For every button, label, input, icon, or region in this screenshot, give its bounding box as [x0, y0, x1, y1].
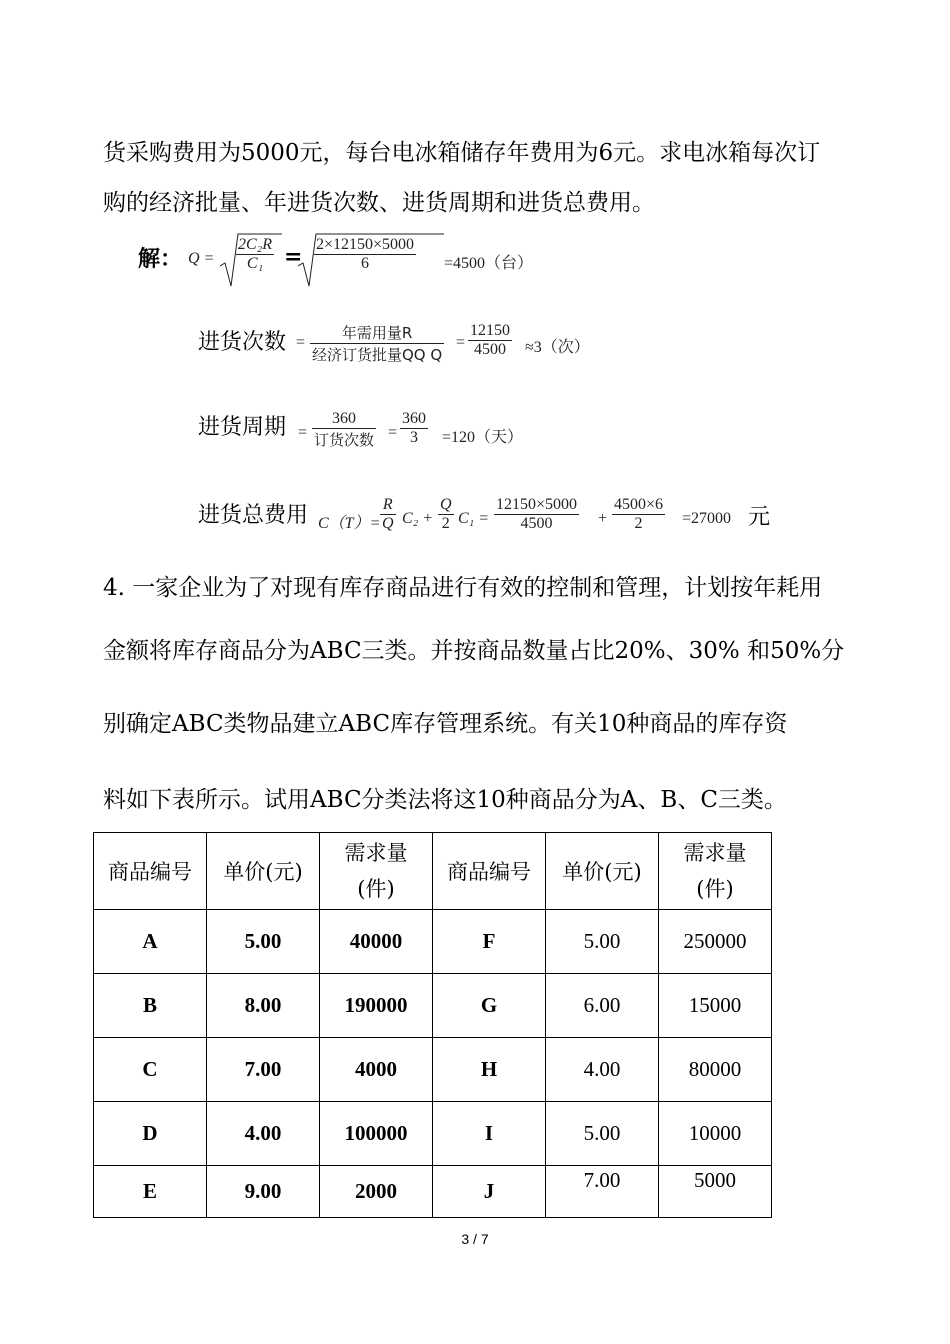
cost-c1: C₁ = [458, 510, 490, 527]
cost-plus: + [598, 510, 608, 527]
table-cell: 2000 [320, 1166, 433, 1218]
table-cell: 5000 [659, 1166, 772, 1218]
cost-fraction-1: 12150×5000 4500 [496, 496, 578, 532]
table-cell: 100000 [320, 1102, 433, 1166]
times-result: ≈3（次） [525, 339, 590, 356]
table-cell: D [94, 1102, 207, 1166]
cost-fraction-q2: Q 2 [440, 496, 452, 532]
solution-label: 解： [138, 246, 183, 272]
table-cell: A [94, 910, 207, 974]
page-number: 3 / 7 [461, 1231, 489, 1247]
period-fraction-1: 360 订货次数 [314, 410, 375, 449]
period-fraction-2: 360 3 [402, 410, 426, 446]
cost-ct: C（T）= [318, 515, 381, 532]
table-row [94, 1038, 772, 1102]
table-header-row [94, 833, 772, 910]
header-cell: 单价(元) [546, 833, 659, 910]
table-cell: C [94, 1038, 207, 1102]
total-cost-label: 进货总费用 [198, 503, 309, 528]
table-cell: G [433, 974, 546, 1038]
times-eq-2: = [456, 334, 466, 351]
period-eq-2: = [388, 424, 398, 441]
table-cell: 5.00 [207, 910, 320, 974]
cost-result: =27000 [682, 510, 732, 527]
table-cell: 4.00 [207, 1102, 320, 1166]
inventory-table [93, 832, 772, 1218]
cost-fraction-2: 4500×6 2 [614, 496, 664, 532]
table-row [94, 1166, 772, 1218]
table-cell: I [433, 1102, 546, 1166]
header-cell: 商品编号 [94, 833, 207, 910]
problem4-line-2: 金额将库存商品分为ABC三类。并按商品数量占比20%、30% 和50%分 [103, 638, 845, 664]
q-fraction-2: 2×12150×5000 6 [316, 236, 415, 272]
table-cell: E [94, 1166, 207, 1218]
table-cell: 9.00 [207, 1166, 320, 1218]
problem4-line-1: 4. 一家企业为了对现有库存商品进行有效的控制和管理，计划按年耗用 [103, 575, 823, 601]
period-eq-1: = [298, 424, 308, 441]
table-cell: 10000 [659, 1102, 772, 1166]
header-cell: 需求量 (件) [320, 833, 433, 910]
table-row [94, 910, 772, 974]
table-cell: 5.00 [546, 910, 659, 974]
times-fraction-2: 12150 4500 [470, 322, 510, 358]
cost-c2: C₂ + [402, 510, 434, 527]
order-times-label: 进货次数 [198, 330, 287, 355]
header-cell: 需求量 (件) [659, 833, 772, 910]
table-cell: H [433, 1038, 546, 1102]
header-cell: 商品编号 [433, 833, 546, 910]
table-cell: 7.00 [207, 1038, 320, 1102]
period-result: =120（天） [442, 429, 524, 446]
table-cell: 8.00 [207, 974, 320, 1038]
table-cell: 5.00 [546, 1102, 659, 1166]
table-cell: J [433, 1166, 546, 1218]
bold-equals: = [284, 244, 303, 270]
cost-unit: 元 [748, 505, 771, 530]
times-eq-1: = [296, 334, 306, 351]
table-cell: F [433, 910, 546, 974]
table-cell: 80000 [659, 1038, 772, 1102]
cost-fraction-rq: R Q [382, 496, 394, 532]
table-cell: 190000 [320, 974, 433, 1038]
table-row [94, 974, 772, 1038]
q-fraction-1: 2C₂R C₁ [238, 236, 273, 272]
table-cell: 4000 [320, 1038, 433, 1102]
table-cell: 15000 [659, 974, 772, 1038]
q-result: =4500（台） [444, 255, 534, 272]
table-cell: 4.00 [546, 1038, 659, 1102]
problem4-line-4: 料如下表所示。试用ABC分类法将这10种商品分为A、B、C三类。 [103, 787, 787, 813]
table-row [94, 1102, 772, 1166]
q-variable: Q = [188, 250, 215, 267]
order-period-label: 进货周期 [198, 415, 287, 440]
problem4-line-3: 别确定ABC类物品建立ABC库存管理系统。有关10种商品的库存资 [103, 711, 788, 737]
table-cell: 40000 [320, 910, 433, 974]
table-cell: 250000 [659, 910, 772, 974]
table-cell: B [94, 974, 207, 1038]
paragraph-line-1: 货采购费用为5000元，每台电冰箱储存年费用为6元。求电冰箱每次订 [103, 140, 821, 166]
paragraph-line-2: 购的经济批量、年进货次数、进货周期和进货总费用。 [103, 190, 655, 216]
table-cell: 7.00 [546, 1166, 659, 1218]
header-cell: 单价(元) [207, 833, 320, 910]
table-cell: 6.00 [546, 974, 659, 1038]
times-fraction-1: 年需用量R 经济订货批量QQ Q [312, 324, 443, 364]
